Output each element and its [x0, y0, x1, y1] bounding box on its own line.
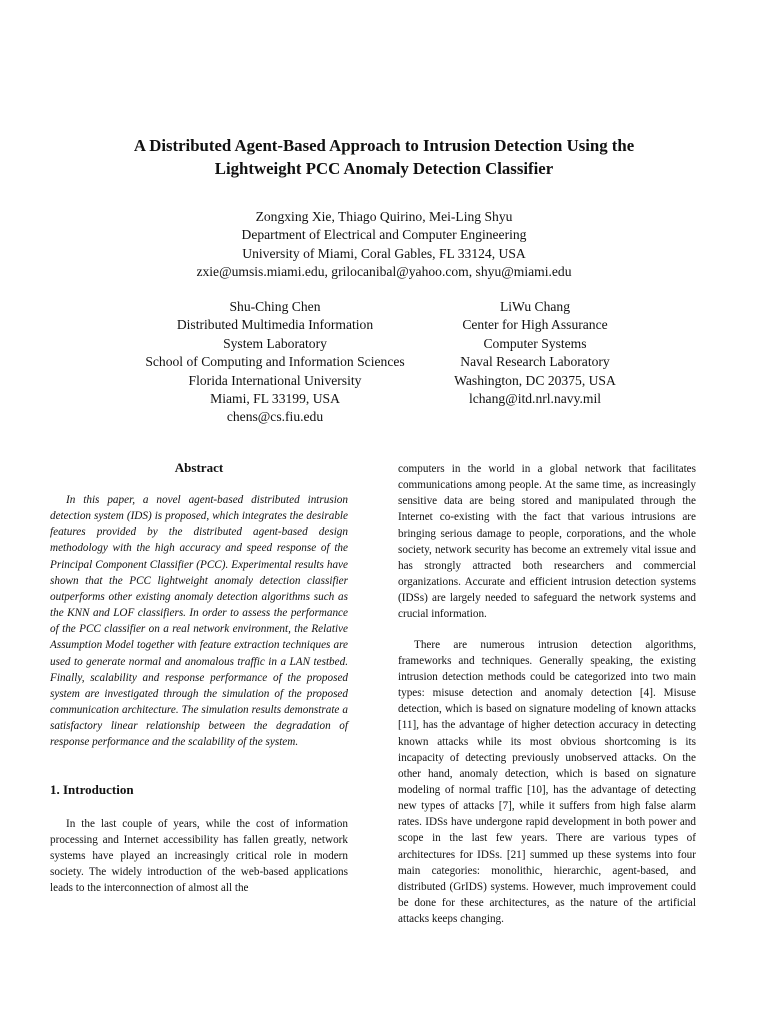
author-left-email: chens@cs.fiu.edu	[226, 409, 324, 425]
abstract-heading: Abstract	[174, 460, 224, 475]
author-right-line-1: Center for High Assurance	[462, 317, 608, 333]
title-line-1: A Distributed Agent-Based Approach to Intrusion Detection Using the	[133, 136, 635, 155]
author-left-line-3: School of Computing and Information Sciences	[145, 354, 405, 370]
author-right-line-2: Computer Systems	[483, 335, 587, 351]
primary-authors	[84, 208, 684, 282]
right-column-paragraph-1: computers in the world in a global network that facilitates communications among people. At the same time, as increasingly sensitive data are being stored and manipulated through the Internet co-existing with the fact that various intrusions are bringing serious damage to people, corporations, and the whole society, network security has become an extremely vital issue and has strongly attracted both researchers and commercial organizations. Accurate and efficient intrusion detection systems (IDSs) are largely needed to safeguard the network systems and crucial information.	[398, 463, 696, 621]
author-emails: zxie@umsis.miami.edu, grilocanibal@yahoo.com, shyu@miami.edu	[196, 264, 572, 280]
author-right-name: LiWu Chang	[499, 299, 571, 314]
title-line-2: Lightweight PCC Anomaly Detection Classifier	[214, 159, 554, 178]
author-right-line-3: Naval Research Laboratory	[460, 354, 610, 370]
author-names: Zongxing Xie, Thiago Quirino, Mei-Ling Shyu	[255, 209, 513, 224]
author-department: Department of Electrical and Computer Engineering	[241, 227, 527, 243]
author-left-line-4: Florida International University	[188, 372, 362, 388]
introduction-paragraph-1: In the last couple of years, while the cost of information processing and Internet accessibility has fallen greatly, network systems have played an increasingly critical role in modern society. The widely introduction of the web-based applications leads to the interconnection of almost all the	[50, 817, 348, 895]
author-affiliation-left	[110, 298, 440, 427]
author-right-email: lchang@itd.nrl.navy.mil	[468, 391, 602, 407]
author-university: University of Miami, Coral Gables, FL 33124, USA	[242, 245, 526, 261]
author-left-line-2: System Laboratory	[223, 335, 327, 351]
abstract-text: In this paper, a novel agent-based distributed intrusion detection system (IDS) is proposed, which integrates the desirable features provided by the distributed agent-based design methodology with the high accuracy and speed response of the Principal Component Classifier (PCC). Experimental results have shown that the PCC lightweight anomaly detection classifier outperforms other existing anomaly detection algorithms such as the KNN and LOF classifiers. In order to assess the performance of the PCC classifier on a real network environment, the Relative Assumption Model together with feature extraction techniques are used to generate normal and anomalous traffic in a LAN testbed. Finally, scalability and response performance of the proposed system are investigated through the simulation of the proposed communication architecture. The simulation results demonstrate a satisfactory linear relationship between the degradation of response performance and the scalability of the system.	[50, 494, 348, 749]
author-left-line-1: Distributed Multimedia Information	[176, 317, 374, 333]
author-right-line-4: Washington, DC 20375, USA	[454, 372, 616, 388]
author-affiliation-right	[430, 298, 640, 408]
author-left-line-5: Miami, FL 33199, USA	[210, 391, 340, 407]
author-left-name: Shu-Ching Chen	[229, 299, 321, 314]
right-column-paragraph-2: There are numerous intrusion detection algorithms, frameworks and techniques. Generally speaking, the existing intrusion detection methods could be categorized into two main types: misuse detection and anomaly detection [4]. Misuse detection, which is based on signature modeling of known attacks [11], has the advantage of higher detection accuracy in detecting known attacks while its most obvious shortcoming is its incapacity of detecting previously unobserved attacks. On the other hand, anomaly detection, which is based on signature modeling of normal traffic [10], has the advantage of detecting new types of attacks [7], while it suffers from high false alarm rates. IDSs have undergone rapid development in both power and scope in the last few years. There are various types of architectures for IDSs. [21] summed up these systems into four main categories: monolithic, hierarchic, agent-based, and distributed (GrIDS) systems. However, much improvement could be done for these architectures, as the nature of the artificial attacks keeps changing.	[398, 638, 696, 926]
paper-title	[60, 134, 708, 180]
right-column	[398, 461, 696, 927]
introduction-heading: 1. Introduction	[50, 781, 134, 797]
left-column	[50, 459, 348, 896]
